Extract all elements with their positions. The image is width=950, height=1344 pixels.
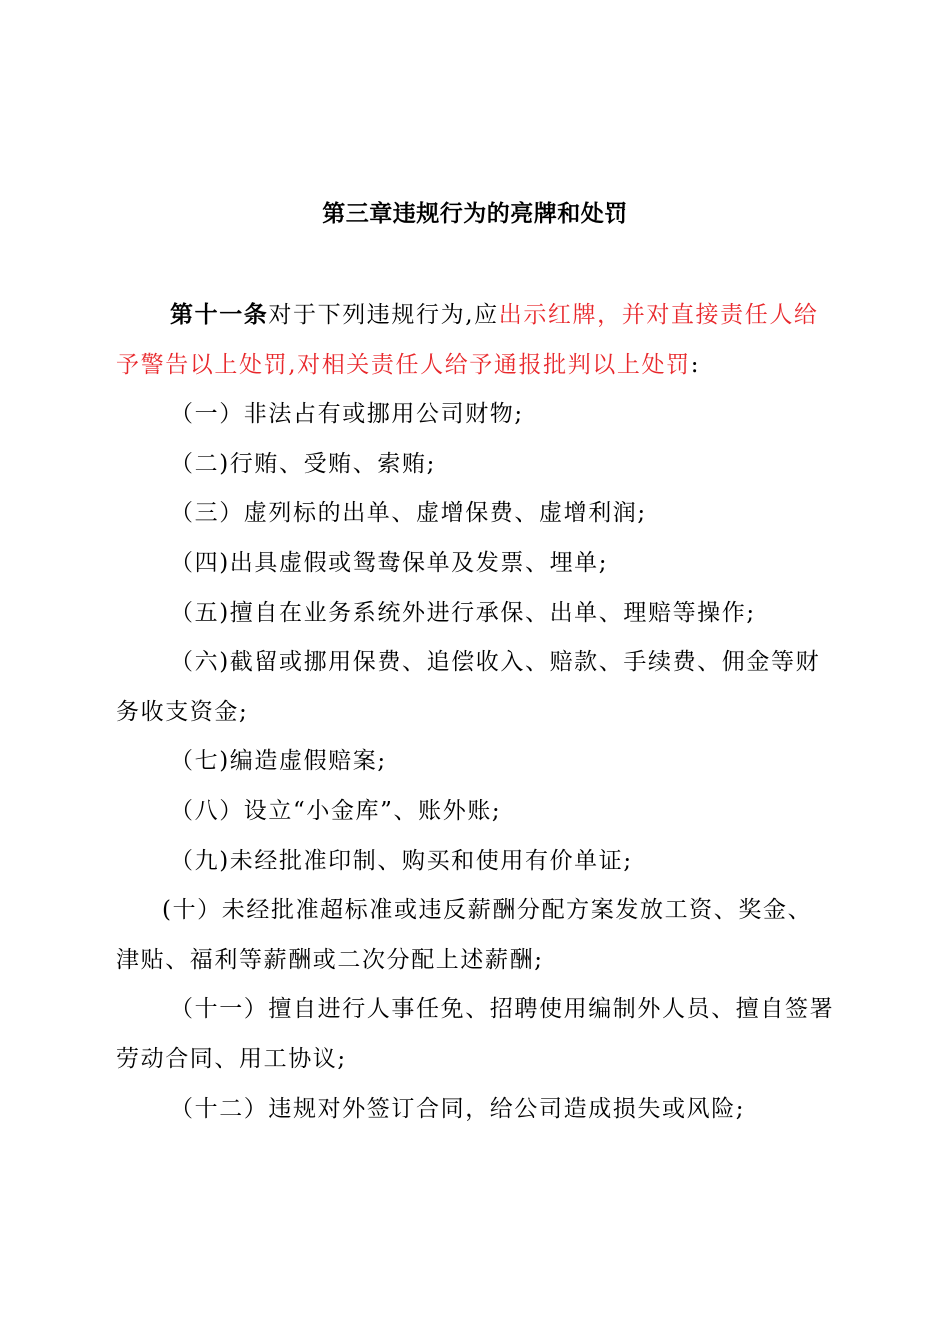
chapter-title: 第三章违规行为的亮牌和处罚 (322, 200, 628, 227)
list-item: (十）未经批准超标准或违反薪酬分配方案发放工资、奖金、津贴、福利等薪酬或二次分配上述薪酬; (116, 897, 813, 973)
list-item: （四)出具虚假或鸳鸯保单及发票、埋单; (170, 549, 609, 576)
list-item: （十一）擅自进行人事任免、招聘使用编制外人员、擅自签署劳动合同、用工协议; (116, 996, 835, 1072)
list-item: （七)编造虚假赔案; (170, 748, 387, 775)
list-item: （九)未经批准印制、购买和使用有价单证; (170, 847, 633, 874)
article-red-text: 出示红牌，并对直接责任人给予警告以上处罚,对相关责任人给予通报批判以上处罚 (116, 302, 819, 378)
list-item: （十二）违规对外签订合同，给公司造成损失或风险; (170, 1095, 746, 1122)
article-intro: 对于下列违规行为,应 (268, 302, 499, 328)
article-tail: : (690, 351, 701, 378)
list-item: （六)截留或挪用保费、追偿收入、赔款、手续费、佣金等财务收支资金; (116, 649, 821, 725)
list-item: （一）非法占有或挪用公司财物; (170, 401, 524, 428)
list-item: （三）虚列标的出单、虚增保费、虚增利润; (170, 500, 647, 527)
article-paragraph (116, 290, 836, 390)
list-item: （二)行贿、受贿、索贿; (170, 450, 436, 477)
list-item: （五)擅自在业务系统外进行承保、出单、理赔等操作; (170, 599, 756, 626)
document-body (116, 290, 836, 1134)
list-item: （八）设立“小金库”、账外账; (170, 797, 502, 824)
article-label: 第十一条 (170, 301, 269, 328)
